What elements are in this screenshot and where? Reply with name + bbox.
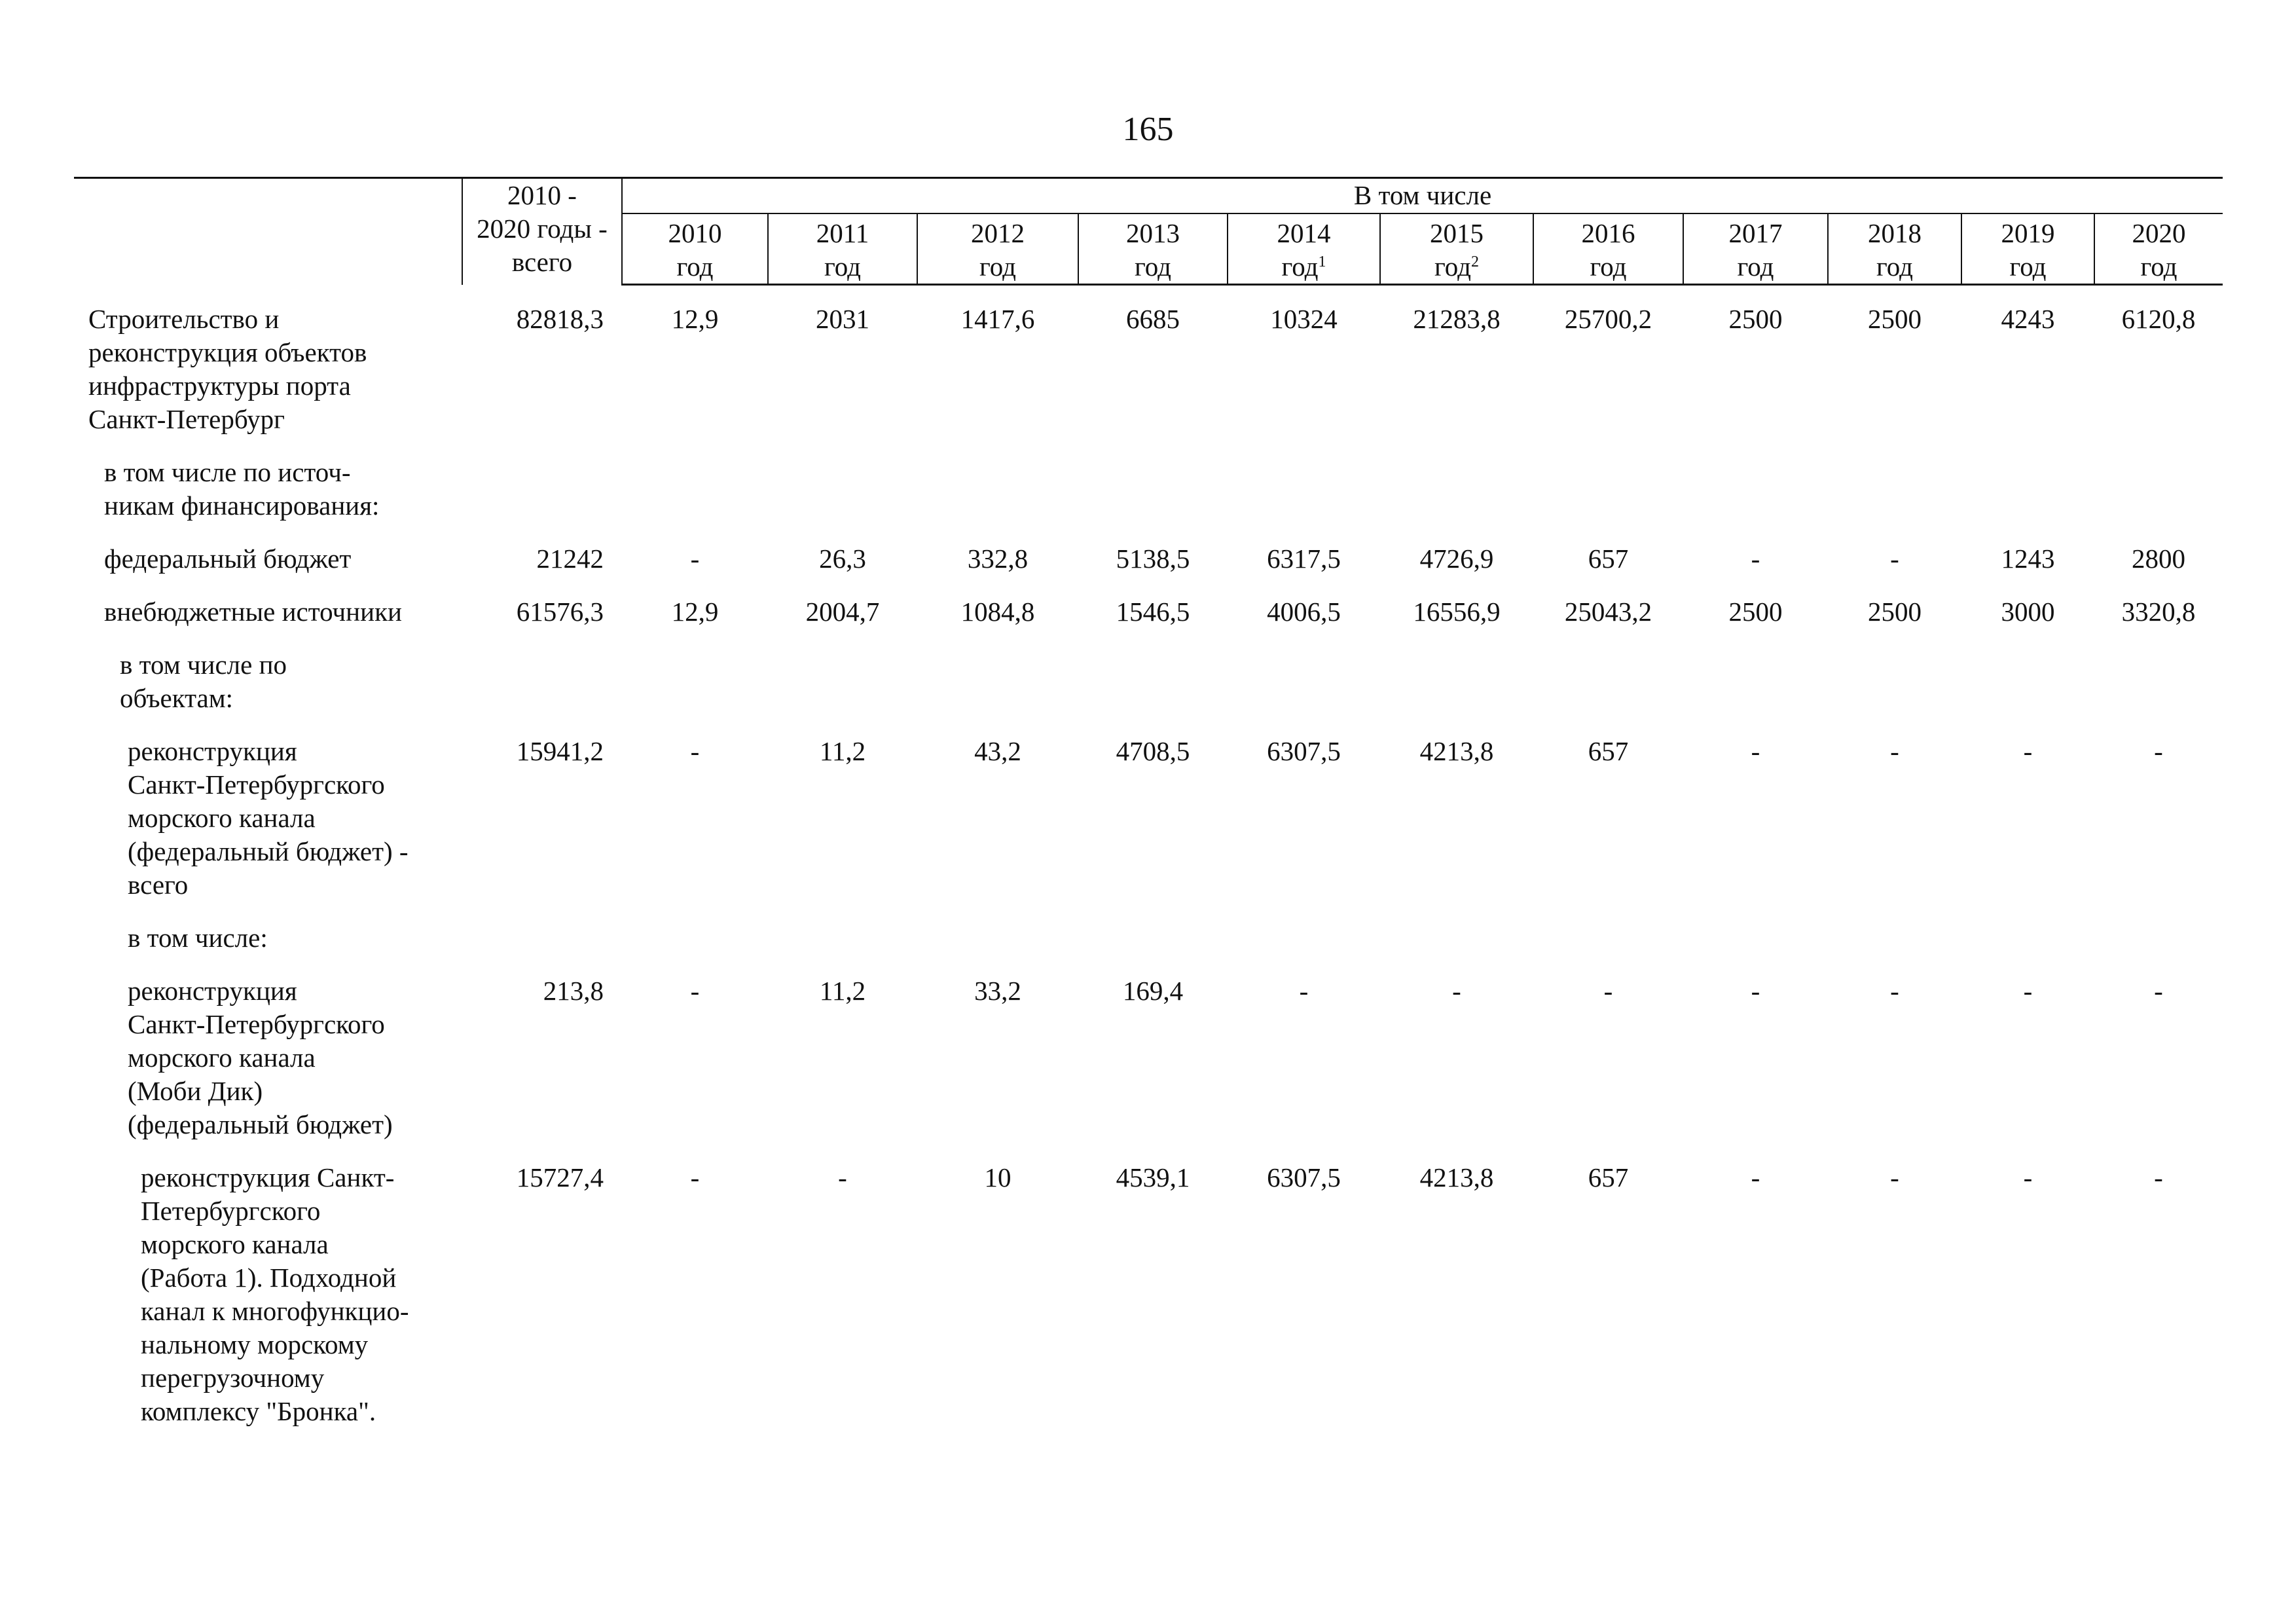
header-year-unit-text: год (1434, 251, 1471, 282)
row-value-2013 (1078, 456, 1228, 542)
row-value-2014 (1228, 456, 1380, 542)
table-body (74, 285, 2223, 1449)
header-year-number: 2013 (1126, 218, 1180, 248)
table-row (74, 303, 2223, 456)
row-value-2013: 6685 (1126, 304, 1180, 334)
header-year-unit (771, 250, 914, 284)
header-year-unit-text: год (1876, 251, 1913, 282)
row-label-line: реконструкция (128, 736, 297, 766)
row-value-2016 (1533, 648, 1683, 735)
row-value-2018: - (1890, 1162, 1899, 1192)
table-row (74, 595, 2223, 648)
row-label-line: (федеральный бюджет) - (128, 836, 409, 866)
row-value-2017: - (1751, 1162, 1760, 1192)
row-value-2013: 169,4 (1122, 976, 1184, 1006)
row-value-2010 (622, 921, 768, 974)
row-value-2018 (1828, 648, 1961, 735)
header-name-cell (74, 178, 462, 285)
row-value-2016: - (1603, 976, 1613, 1006)
row-label-line: Строительство и (88, 304, 280, 334)
row-label-line: в том числе по источ- (104, 457, 351, 487)
row-label (74, 303, 462, 456)
row-label (74, 1161, 462, 1448)
row-value-2010: 12,9 (671, 597, 719, 627)
header-year-2015 (1380, 213, 1533, 285)
header-total-line: 2010 - (507, 180, 577, 210)
row-value-2017: - (1751, 976, 1760, 1006)
row-value-2010: - (690, 976, 700, 1006)
row-value-2011: 2004,7 (805, 597, 880, 627)
row-value-2016: 657 (1588, 544, 1629, 574)
header-year-2011 (768, 213, 917, 285)
row-value-2013: 1546,5 (1116, 597, 1190, 627)
row-value-2019: - (2023, 736, 2033, 766)
header-year-number: 2017 (1728, 218, 1783, 248)
header-group-label: В том числе (622, 178, 2223, 214)
row-value-2019 (1961, 648, 2094, 735)
row-value-2015: 21283,8 (1413, 304, 1501, 334)
row-value-2013: 4708,5 (1116, 736, 1190, 766)
row-value-2020 (2094, 648, 2223, 735)
row-value-2019: 3000 (2001, 597, 2055, 627)
row-value-2010 (622, 648, 768, 735)
row-value-2013 (1078, 648, 1228, 735)
row-value-2010: - (690, 1162, 700, 1192)
row-value-2017: - (1751, 736, 1760, 766)
row-value-2010: - (690, 736, 700, 766)
row-value-2014: 6307,5 (1267, 736, 1341, 766)
row-label-line: реконструкция (128, 976, 297, 1006)
row-value-2011 (768, 648, 917, 735)
row-value-2018: - (1890, 736, 1899, 766)
table-row (74, 456, 2223, 542)
row-total (462, 921, 622, 974)
row-value-2018 (1828, 921, 1961, 974)
header-year-number: 2015 (1430, 218, 1484, 248)
row-value-2011: 11,2 (819, 736, 866, 766)
header-year-unit (1831, 250, 1958, 284)
row-total (462, 648, 622, 735)
row-label (74, 974, 462, 1161)
header-total-line: всего (511, 247, 573, 277)
row-value-2020: - (2154, 976, 2163, 1006)
row-label-line: перегрузочному (141, 1363, 325, 1393)
table-header (74, 178, 2223, 285)
header-year-number: 2019 (2001, 218, 2055, 248)
row-label-line: Санкт-Петербургского (128, 769, 385, 800)
row-label-line: Санкт-Петербургского (128, 1009, 385, 1039)
row-label (74, 542, 462, 595)
header-year-2018 (1828, 213, 1961, 285)
row-value-2018: 2500 (1868, 304, 1922, 334)
table-row (74, 974, 2223, 1161)
row-label-line: (Моби Дик) (128, 1076, 263, 1106)
row-value-2012 (917, 648, 1078, 735)
header-year-unit-text: год (1737, 251, 1774, 282)
row-label-line: Петербургского (141, 1196, 321, 1226)
header-year-unit-text: год (676, 251, 714, 282)
header-year-unit (920, 250, 1075, 284)
row-label-line: комплексу "Бронка". (141, 1396, 376, 1426)
row-value-2011: 26,3 (819, 544, 866, 574)
row-label-line: морского канала (141, 1229, 329, 1259)
row-value-2014 (1228, 648, 1380, 735)
row-value-2019: - (2023, 976, 2033, 1006)
row-value-2014: 6307,5 (1267, 1162, 1341, 1192)
table-row (74, 1161, 2223, 1448)
header-year-unit (1537, 250, 1680, 284)
row-label-line: Санкт-Петербург (88, 404, 285, 434)
row-value-2017: - (1751, 544, 1760, 574)
row-value-2019: 1243 (2001, 544, 2055, 574)
budget-table (74, 177, 2223, 1448)
row-value-2011: 2031 (816, 304, 869, 334)
row-label-line: в том числе: (128, 923, 268, 953)
row-label (74, 735, 462, 921)
row-label (74, 456, 462, 542)
header-year-unit (1383, 250, 1530, 284)
row-value-2012 (917, 921, 1078, 974)
row-label-line: канал к многофункцио- (141, 1296, 409, 1326)
header-year-unit-text: год (1135, 251, 1171, 282)
row-total: 213,8 (543, 976, 604, 1006)
header-year-2017 (1683, 213, 1828, 285)
row-value-2014 (1228, 921, 1380, 974)
row-value-2010: 12,9 (671, 304, 719, 334)
row-label-line: морского канала (128, 803, 316, 833)
row-value-2011: - (838, 1162, 847, 1192)
row-label-line: федеральный бюджет (104, 544, 352, 574)
row-value-2010 (622, 456, 768, 542)
row-value-2018: - (1890, 976, 1899, 1006)
table-row (74, 921, 2223, 974)
row-value-2020: 3320,8 (2121, 597, 2196, 627)
row-value-2012: 10 (984, 1162, 1011, 1192)
row-label-line: инфраструктуры порта (88, 371, 351, 401)
row-value-2018: 2500 (1868, 597, 1922, 627)
header-year-unit (1231, 250, 1377, 284)
row-value-2015: 4726,9 (1419, 544, 1494, 574)
row-value-2016: 25700,2 (1564, 304, 1652, 334)
row-value-2012: 43,2 (974, 736, 1021, 766)
spacer-row (74, 285, 2223, 303)
row-value-2016 (1533, 921, 1683, 974)
page-number: 165 (1122, 111, 1174, 148)
row-label (74, 595, 462, 648)
table-row (74, 735, 2223, 921)
row-label-line: всего (128, 870, 189, 900)
row-total (462, 456, 622, 542)
header-year-unit-text: год (2140, 251, 2178, 282)
row-value-2016 (1533, 456, 1683, 542)
row-value-2012: 1084,8 (960, 597, 1035, 627)
row-label-line: реконструкция объектов (88, 337, 367, 367)
row-total: 21242 (536, 544, 604, 574)
row-value-2015 (1380, 921, 1533, 974)
row-value-2012: 1417,6 (960, 304, 1035, 334)
row-value-2017: 2500 (1728, 304, 1783, 334)
header-year-2012 (917, 213, 1078, 285)
header-year-unit-text: год (2009, 251, 2047, 282)
row-value-2020: 6120,8 (2121, 304, 2196, 334)
row-value-2020 (2094, 456, 2223, 542)
table-row (74, 648, 2223, 735)
row-value-2020: - (2154, 1162, 2163, 1192)
header-year-unit-text: год (824, 251, 861, 282)
header-year-2010 (622, 213, 768, 285)
row-total: 15941,2 (516, 736, 604, 766)
header-year-2014 (1228, 213, 1380, 285)
table-row (74, 542, 2223, 595)
row-value-2020: 2800 (2132, 544, 2185, 574)
row-value-2013: 5138,5 (1116, 544, 1190, 574)
row-value-2015: - (1452, 976, 1461, 1006)
header-year-unit (1965, 250, 2091, 284)
row-value-2018 (1828, 456, 1961, 542)
header-year-2020 (2094, 213, 2223, 285)
header-year-2016 (1533, 213, 1683, 285)
row-label-line: морского канала (128, 1043, 316, 1073)
row-value-2016: 657 (1588, 736, 1629, 766)
row-value-2010: - (690, 544, 700, 574)
row-value-2012: 33,2 (974, 976, 1021, 1006)
footnote-marker: 1 (1318, 253, 1326, 270)
row-value-2014: - (1299, 976, 1309, 1006)
row-value-2017 (1683, 456, 1828, 542)
row-value-2011: 11,2 (819, 976, 866, 1006)
row-value-2019 (1961, 921, 2094, 974)
header-year-number: 2020 (2132, 218, 2186, 248)
row-value-2016: 657 (1588, 1162, 1629, 1192)
header-total-cell (462, 178, 622, 285)
row-value-2019: - (2023, 1162, 2033, 1192)
row-value-2015: 4213,8 (1419, 1162, 1494, 1192)
row-value-2019: 4243 (2001, 304, 2055, 334)
header-year-2013 (1078, 213, 1228, 285)
row-total: 82818,3 (516, 304, 604, 334)
header-year-unit (2098, 250, 2220, 284)
row-label (74, 648, 462, 735)
header-year-number: 2011 (816, 218, 869, 248)
row-label-line: (Работа 1). Подходной (141, 1263, 397, 1293)
row-label-line: (федеральный бюджет) (128, 1109, 393, 1139)
row-value-2017 (1683, 921, 1828, 974)
row-value-2017: 2500 (1728, 597, 1783, 627)
row-value-2018: - (1890, 544, 1899, 574)
header-year-2019 (1961, 213, 2094, 285)
footnote-marker: 2 (1470, 253, 1479, 270)
row-label-line: объектам: (120, 683, 234, 713)
row-label-line: в том числе по (120, 650, 287, 680)
row-value-2020 (2094, 921, 2223, 974)
header-year-unit-text: год (1281, 251, 1319, 282)
row-value-2015 (1380, 456, 1533, 542)
row-value-2015: 16556,9 (1413, 597, 1501, 627)
row-total: 15727,4 (516, 1162, 604, 1192)
header-year-unit (1686, 250, 1825, 284)
header-year-unit-text: год (1590, 251, 1627, 282)
row-value-2011 (768, 921, 917, 974)
header-year-unit (625, 250, 765, 284)
row-value-2014: 10324 (1270, 304, 1338, 334)
row-value-2020: - (2154, 736, 2163, 766)
header-year-number: 2010 (668, 218, 722, 248)
row-label-line: реконструкция Санкт- (141, 1162, 395, 1192)
row-value-2012: 332,8 (967, 544, 1029, 574)
row-value-2013 (1078, 921, 1228, 974)
row-value-2019 (1961, 456, 2094, 542)
row-label (74, 921, 462, 974)
header-year-unit-text: год (979, 251, 1016, 282)
row-value-2011 (768, 456, 917, 542)
row-total: 61576,3 (516, 597, 604, 627)
row-value-2014: 6317,5 (1267, 544, 1341, 574)
row-label-line: нальному морскому (141, 1329, 369, 1359)
header-year-number: 2018 (1868, 218, 1922, 248)
row-label-line: внебюджетные источники (104, 597, 402, 627)
header-year-number: 2012 (971, 218, 1025, 248)
row-value-2015 (1380, 648, 1533, 735)
row-value-2012 (917, 456, 1078, 542)
header-year-number: 2016 (1581, 218, 1635, 248)
row-value-2014: 4006,5 (1267, 597, 1341, 627)
row-label-line: никам финансирования: (104, 490, 380, 521)
row-value-2017 (1683, 648, 1828, 735)
header-year-number: 2014 (1277, 218, 1331, 248)
row-value-2015: 4213,8 (1419, 736, 1494, 766)
row-value-2016: 25043,2 (1564, 597, 1652, 627)
header-total-line: 2020 годы - (477, 213, 608, 244)
row-value-2013: 4539,1 (1116, 1162, 1190, 1192)
header-year-unit (1082, 250, 1224, 284)
